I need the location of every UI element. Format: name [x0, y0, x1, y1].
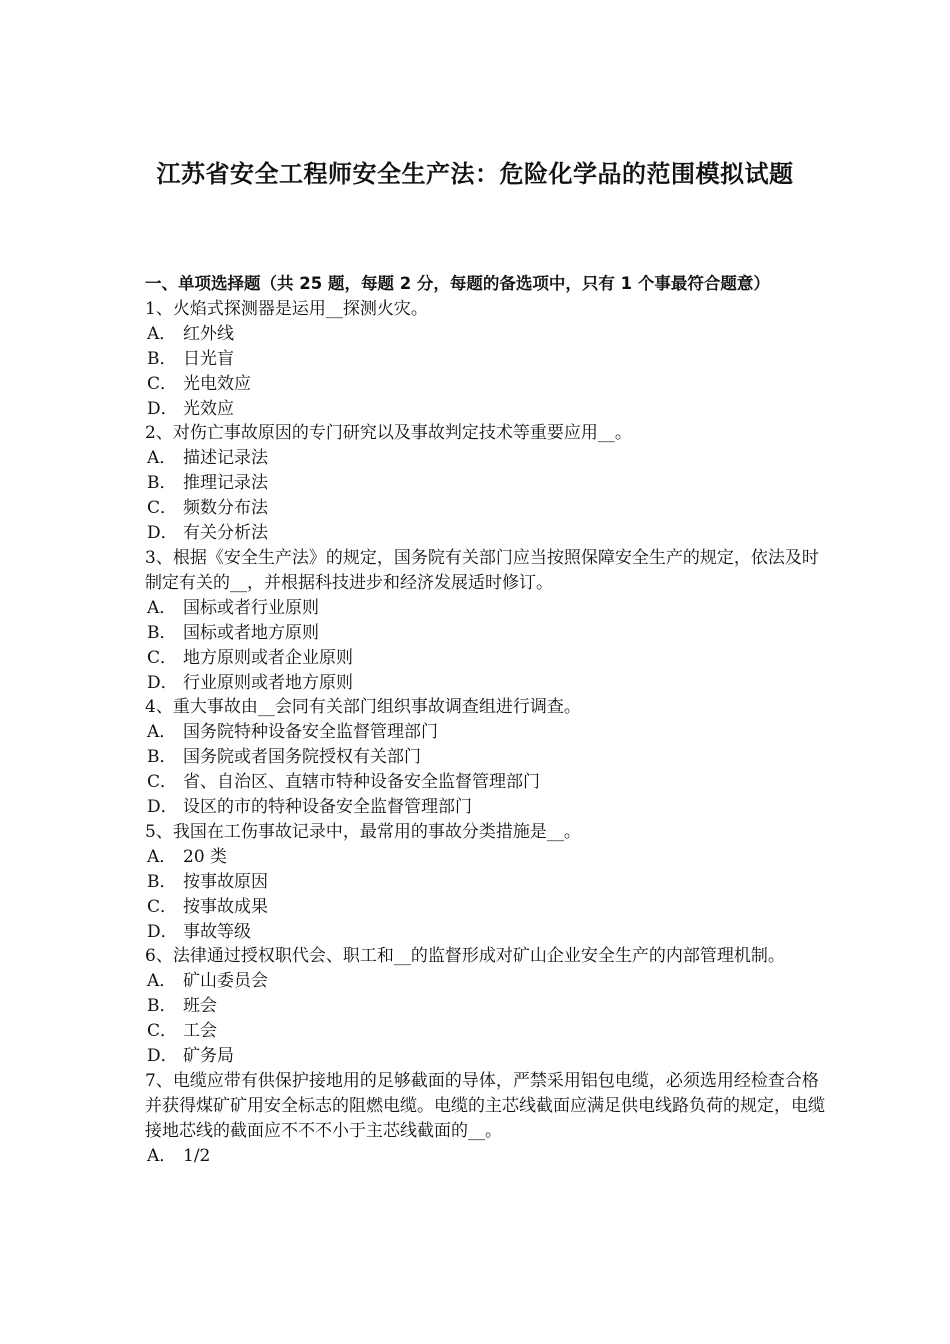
option-letter: D． [147, 921, 178, 942]
question-item [145, 546, 825, 695]
option-text: 矿山委员会 [183, 971, 268, 992]
answer-option [145, 521, 825, 546]
option-text: 国标或者地方原则 [183, 622, 319, 643]
answer-option [145, 994, 825, 1019]
answer-option [145, 1044, 825, 1069]
answer-option [145, 720, 825, 745]
question-item [145, 297, 825, 422]
option-text: 地方原则或者企业原则 [183, 647, 353, 668]
option-text: 设区的市的特种设备安全监督管理部门 [183, 797, 472, 818]
answer-option [145, 471, 825, 496]
answer-option [145, 795, 825, 820]
option-text: 国标或者行业原则 [183, 597, 319, 618]
option-letter: D． [147, 1046, 178, 1067]
question-list [145, 297, 825, 1169]
question-stem: 3、根据《安全生产法》的规定，国务院有关部门应当按照保障安全生产的规定，依法及时制定有关的__，并根据科技进步和经济发展适时修订。 [145, 547, 819, 593]
answer-option [145, 397, 825, 422]
question-item [145, 421, 825, 546]
answer-option [145, 770, 825, 795]
option-letter: A． [147, 846, 177, 867]
question-stem: 1、火焰式探测器是运用__探测火灾。 [145, 298, 428, 319]
option-letter: D． [147, 797, 178, 818]
answer-option [145, 671, 825, 696]
option-text: 红外线 [183, 323, 234, 344]
option-text: 日光盲 [183, 348, 234, 369]
answer-option [145, 845, 825, 870]
option-letter: C． [147, 772, 178, 793]
answer-option [145, 870, 825, 895]
answer-option [145, 1019, 825, 1044]
option-letter: C． [147, 1021, 178, 1042]
option-letter: C． [147, 896, 178, 917]
option-text: 光电效应 [183, 373, 251, 394]
question-item [145, 695, 825, 820]
answer-option [145, 745, 825, 770]
option-text: 工会 [183, 1021, 217, 1042]
option-letter: A． [147, 1145, 177, 1166]
question-stem: 6、法律通过授权职代会、职工和__的监督形成对矿山企业安全生产的内部管理机制。 [145, 946, 785, 967]
option-text: 班会 [183, 996, 217, 1017]
question-item [145, 820, 825, 945]
option-letter: A． [147, 597, 177, 618]
document-body [145, 272, 825, 1169]
option-text: 事故等级 [183, 921, 251, 942]
option-letter: C． [147, 373, 178, 394]
option-letter: B． [147, 348, 177, 369]
answer-option [145, 621, 825, 646]
question-item [145, 1069, 825, 1169]
option-text: 光效应 [183, 398, 234, 419]
document-title: 江苏省安全工程师安全生产法：危险化学品的范围模拟试题 [156, 160, 794, 188]
question-stem: 7、电缆应带有供保护接地用的足够截面的导体，严禁采用铝包电缆，必须选用经检查合格并获得煤矿矿用安全标志的阻燃电缆。电缆的主芯线截面应满足供电线路负荷的规定，电缆接地芯线的截面应不不不小于主芯线截面的__。 [145, 1071, 825, 1141]
answer-option [145, 596, 825, 621]
option-letter: C． [147, 498, 178, 519]
option-text: 按事故原因 [183, 871, 268, 892]
question-stem: 4、重大事故由__会同有关部门组织事故调查组进行调查。 [145, 697, 581, 718]
option-text: 描述记录法 [183, 448, 268, 469]
answer-option [145, 347, 825, 372]
option-text: 国务院特种设备安全监督管理部门 [183, 722, 438, 743]
option-text: 频数分布法 [183, 498, 268, 519]
option-letter: D． [147, 398, 178, 419]
option-letter: A． [147, 323, 177, 344]
option-text: 1/2 [183, 1145, 211, 1166]
option-text: 20 类 [183, 846, 228, 867]
question-item [145, 944, 825, 1069]
option-text: 推理记录法 [183, 473, 268, 494]
answer-option [145, 322, 825, 347]
option-letter: B． [147, 622, 177, 643]
option-letter: A． [147, 971, 177, 992]
option-letter: B． [147, 473, 177, 494]
section-heading: 一、单项选择题（共 25 题，每题 2 分，每题的备选项中，只有 1 个事最符合题意） [145, 274, 770, 293]
option-text: 行业原则或者地方原则 [183, 672, 353, 693]
option-text: 有关分析法 [183, 523, 268, 544]
answer-option [145, 372, 825, 397]
answer-option [145, 496, 825, 521]
option-letter: B． [147, 747, 177, 768]
answer-option [145, 646, 825, 671]
option-letter: A． [147, 722, 177, 743]
answer-option [145, 1144, 825, 1169]
option-text: 国务院或者国务院授权有关部门 [183, 747, 421, 768]
option-letter: B． [147, 996, 177, 1017]
answer-option [145, 920, 825, 945]
question-stem: 2、对伤亡事故原因的专门研究以及事故判定技术等重要应用__。 [145, 423, 632, 444]
option-letter: A． [147, 448, 177, 469]
answer-option [145, 969, 825, 994]
answer-option [145, 895, 825, 920]
option-text: 省、自治区、直辖市特种设备安全监督管理部门 [183, 772, 540, 793]
option-letter: B． [147, 871, 177, 892]
option-letter: D． [147, 672, 178, 693]
answer-option [145, 446, 825, 471]
option-letter: C． [147, 647, 178, 668]
question-stem: 5、我国在工伤事故记录中，最常用的事故分类措施是__。 [145, 821, 581, 842]
option-text: 按事故成果 [183, 896, 268, 917]
option-letter: D． [147, 523, 178, 544]
option-text: 矿务局 [183, 1046, 234, 1067]
